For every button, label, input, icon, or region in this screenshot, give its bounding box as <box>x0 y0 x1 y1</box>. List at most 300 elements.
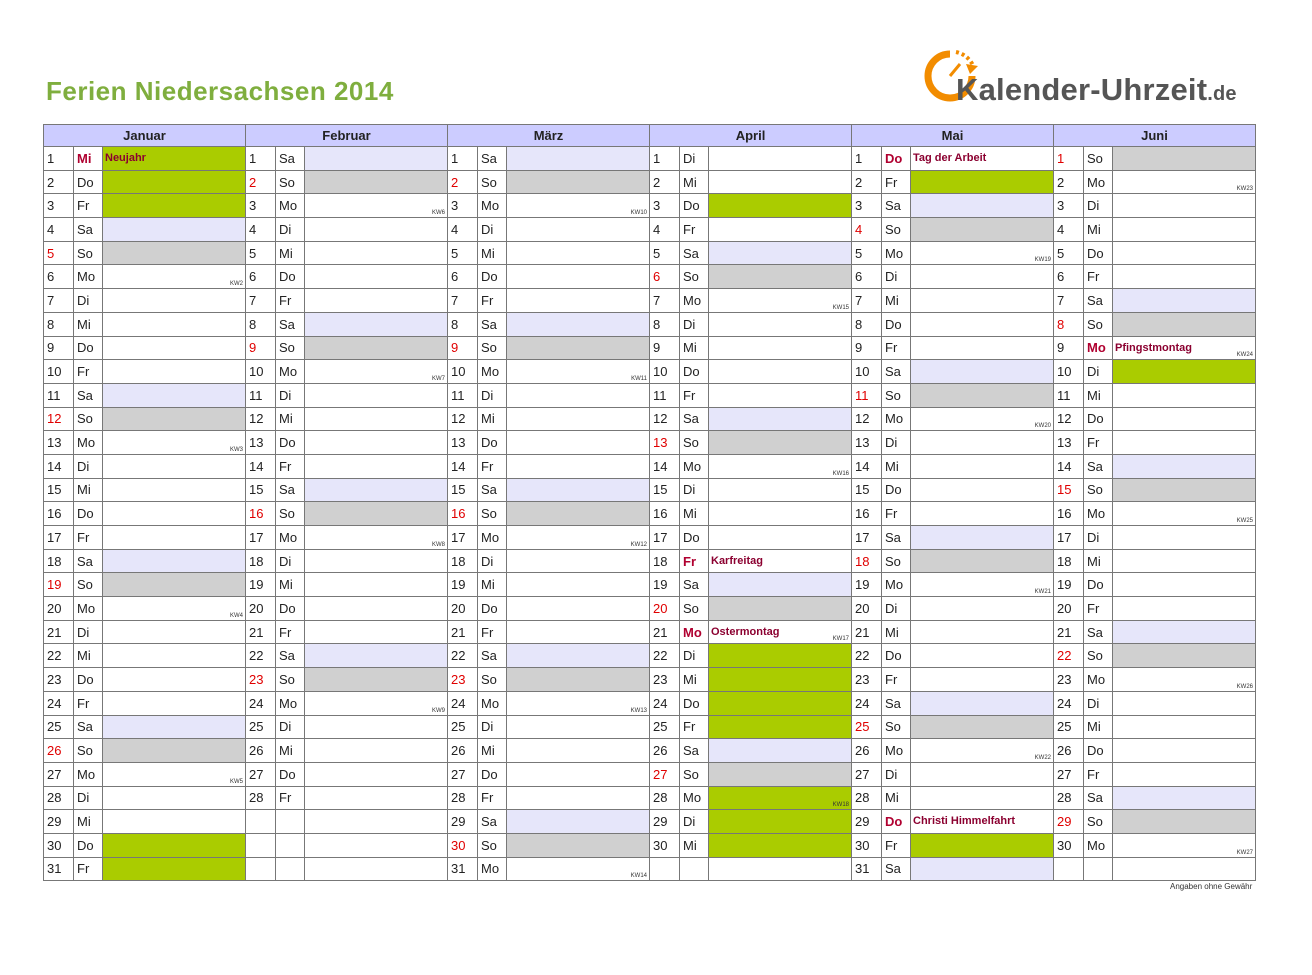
day-entry <box>911 668 1054 692</box>
day-entry <box>103 265 246 289</box>
day-number: 28 <box>852 786 882 810</box>
day-entry <box>103 241 246 265</box>
day-entry <box>1113 407 1256 431</box>
week-number: KW9 <box>431 707 445 714</box>
day-number: 29 <box>1054 810 1084 834</box>
day-entry <box>103 170 246 194</box>
calendar-row <box>44 170 1256 194</box>
day-entry <box>911 644 1054 668</box>
day-entry <box>911 241 1054 265</box>
weekday: Fr <box>1084 597 1113 621</box>
day-entry <box>507 336 650 360</box>
day-number: 9 <box>650 336 680 360</box>
day-entry <box>103 597 246 621</box>
weekday: Mi <box>478 739 507 763</box>
weekday: Fr <box>74 360 103 384</box>
day-number: 10 <box>852 360 882 384</box>
weekday: Fr <box>276 786 305 810</box>
weekday: Mo <box>1084 336 1113 360</box>
weekday: So <box>74 573 103 597</box>
day-number: 1 <box>448 147 478 171</box>
day-number: 3 <box>246 194 276 218</box>
day-number: 24 <box>44 691 74 715</box>
day-number: 1 <box>1054 147 1084 171</box>
day-entry <box>507 194 650 218</box>
day-number: 23 <box>44 668 74 692</box>
day-number: 10 <box>448 360 478 384</box>
day-entry <box>507 407 650 431</box>
day-number: 21 <box>44 620 74 644</box>
day-number: 13 <box>1054 431 1084 455</box>
weekday: So <box>1084 478 1113 502</box>
day-number: 22 <box>246 644 276 668</box>
day-number: 26 <box>448 739 478 763</box>
weekday: Di <box>478 218 507 242</box>
weekday: Do <box>276 597 305 621</box>
weekday: Mo <box>1084 668 1113 692</box>
day-number: 17 <box>650 526 680 550</box>
day-entry <box>911 833 1054 857</box>
day-number: 23 <box>1054 668 1084 692</box>
weekday: Do <box>680 360 709 384</box>
day-number: 7 <box>44 289 74 313</box>
day-entry <box>305 762 448 786</box>
day-number: 22 <box>852 644 882 668</box>
day-number: 14 <box>448 454 478 478</box>
day-number: 18 <box>448 549 478 573</box>
day-entry <box>305 360 448 384</box>
day-number: 1 <box>852 147 882 171</box>
calendar-row <box>44 502 1256 526</box>
day-number <box>1054 857 1084 881</box>
day-entry <box>1113 620 1256 644</box>
weekday: Di <box>1084 691 1113 715</box>
day-entry <box>709 147 852 171</box>
day-entry <box>507 857 650 881</box>
day-number: 8 <box>246 312 276 336</box>
day-number: 19 <box>44 573 74 597</box>
weekday: Mi <box>74 312 103 336</box>
weekday: Di <box>276 383 305 407</box>
day-entry <box>507 147 650 171</box>
weekday: Do <box>478 265 507 289</box>
day-entry <box>305 810 448 834</box>
day-number: 20 <box>44 597 74 621</box>
day-entry <box>911 691 1054 715</box>
weekday: Mi <box>1084 383 1113 407</box>
weekday: Sa <box>478 312 507 336</box>
day-number: 30 <box>1054 833 1084 857</box>
day-entry <box>103 431 246 455</box>
day-number: 19 <box>246 573 276 597</box>
day-number: 14 <box>650 454 680 478</box>
day-number: 2 <box>1054 170 1084 194</box>
day-number: 8 <box>448 312 478 336</box>
weekday: Sa <box>74 218 103 242</box>
calendar-row <box>44 383 1256 407</box>
day-entry <box>709 739 852 763</box>
day-entry <box>507 502 650 526</box>
weekday: Do <box>1084 573 1113 597</box>
day-number: 2 <box>246 170 276 194</box>
day-entry <box>103 502 246 526</box>
day-number: 2 <box>44 170 74 194</box>
day-number: 22 <box>1054 644 1084 668</box>
day-number: 23 <box>852 668 882 692</box>
day-number: 1 <box>246 147 276 171</box>
weekday: So <box>680 762 709 786</box>
day-entry <box>1113 360 1256 384</box>
day-number: 20 <box>650 597 680 621</box>
weekday: Di <box>276 549 305 573</box>
weekday: So <box>276 170 305 194</box>
day-number: 2 <box>448 170 478 194</box>
week-number: KW4 <box>229 612 243 619</box>
day-number: 25 <box>852 715 882 739</box>
day-number: 12 <box>852 407 882 431</box>
calendar-row <box>44 218 1256 242</box>
calendar-row <box>44 407 1256 431</box>
day-number: 3 <box>650 194 680 218</box>
weekday: Sa <box>882 360 911 384</box>
weekday: Sa <box>478 644 507 668</box>
week-number: KW17 <box>832 636 849 643</box>
day-entry <box>305 194 448 218</box>
calendar-row <box>44 810 1256 834</box>
day-entry <box>103 644 246 668</box>
day-entry <box>507 170 650 194</box>
weekday: Fr <box>882 502 911 526</box>
day-number: 31 <box>852 857 882 881</box>
day-entry <box>709 407 852 431</box>
day-number: 24 <box>246 691 276 715</box>
day-number: 26 <box>246 739 276 763</box>
day-entry <box>911 289 1054 313</box>
week-number: KW26 <box>1236 683 1253 690</box>
day-number: 16 <box>650 502 680 526</box>
day-number: 6 <box>852 265 882 289</box>
calendar-row <box>44 360 1256 384</box>
calendar-row <box>44 265 1256 289</box>
day-entry <box>1113 786 1256 810</box>
day-number: 6 <box>1054 265 1084 289</box>
day-entry <box>709 383 852 407</box>
week-number: KW7 <box>431 375 445 382</box>
day-number: 27 <box>852 762 882 786</box>
holiday-name: Tag der Arbeit <box>913 152 987 164</box>
weekday: Di <box>276 218 305 242</box>
day-entry <box>709 265 852 289</box>
month-header: Mai <box>852 125 1054 147</box>
day-entry <box>103 739 246 763</box>
weekday: Fr <box>882 833 911 857</box>
weekday: Mi <box>882 786 911 810</box>
calendar-row <box>44 597 1256 621</box>
weekday: Mo <box>276 194 305 218</box>
day-entry <box>709 289 852 313</box>
day-number <box>246 857 276 881</box>
weekday: Do <box>478 762 507 786</box>
day-number: 29 <box>650 810 680 834</box>
day-entry <box>103 833 246 857</box>
weekday: Mo <box>680 289 709 313</box>
weekday: So <box>882 383 911 407</box>
weekday: Di <box>74 620 103 644</box>
day-number: 27 <box>448 762 478 786</box>
day-entry <box>1113 170 1256 194</box>
day-entry <box>709 170 852 194</box>
weekday: Mo <box>478 526 507 550</box>
calendar-row <box>44 833 1256 857</box>
day-entry <box>1113 218 1256 242</box>
day-entry <box>305 573 448 597</box>
day-entry <box>1113 715 1256 739</box>
day-number: 15 <box>448 478 478 502</box>
week-number: KW5 <box>229 778 243 785</box>
weekday: Fr <box>1084 431 1113 455</box>
day-number: 14 <box>246 454 276 478</box>
day-entry <box>911 715 1054 739</box>
month-header: Januar <box>44 125 246 147</box>
day-entry <box>911 857 1054 881</box>
day-entry <box>507 597 650 621</box>
day-entry <box>709 431 852 455</box>
week-number: KW19 <box>1034 257 1051 264</box>
day-entry <box>305 620 448 644</box>
weekday: Sa <box>1084 289 1113 313</box>
disclaimer: Angaben ohne Gewähr <box>1170 882 1253 891</box>
day-entry <box>305 502 448 526</box>
week-number: KW3 <box>229 446 243 453</box>
day-entry <box>305 786 448 810</box>
day-number: 26 <box>1054 739 1084 763</box>
weekday: Do <box>1084 241 1113 265</box>
weekday: Mo <box>276 360 305 384</box>
day-entry <box>507 573 650 597</box>
calendar-row <box>44 549 1256 573</box>
day-entry <box>1113 265 1256 289</box>
day-number: 5 <box>650 241 680 265</box>
day-number: 5 <box>448 241 478 265</box>
day-number: 3 <box>448 194 478 218</box>
weekday: Sa <box>276 312 305 336</box>
day-entry <box>911 597 1054 621</box>
day-number: 5 <box>1054 241 1084 265</box>
holiday-name: Neujahr <box>105 152 146 164</box>
day-entry <box>911 170 1054 194</box>
weekday: Mo <box>680 620 709 644</box>
day-entry <box>709 241 852 265</box>
week-number: KW18 <box>832 802 849 809</box>
day-number: 15 <box>852 478 882 502</box>
day-number: 3 <box>44 194 74 218</box>
week-number: KW27 <box>1236 849 1253 856</box>
weekday <box>276 857 305 881</box>
day-entry <box>103 336 246 360</box>
day-number: 10 <box>1054 360 1084 384</box>
calendar-row <box>44 857 1256 881</box>
day-entry <box>709 668 852 692</box>
day-entry <box>911 502 1054 526</box>
day-entry <box>709 478 852 502</box>
day-entry <box>103 312 246 336</box>
day-entry <box>103 691 246 715</box>
calendar-table <box>43 124 1256 881</box>
day-entry <box>103 857 246 881</box>
day-number: 10 <box>246 360 276 384</box>
weekday: Do <box>74 502 103 526</box>
weekday: Mi <box>276 573 305 597</box>
weekday: So <box>478 170 507 194</box>
month-header: April <box>650 125 852 147</box>
weekday: Do <box>74 668 103 692</box>
day-entry <box>911 739 1054 763</box>
day-number: 25 <box>246 715 276 739</box>
weekday: Mi <box>882 289 911 313</box>
weekday: Fr <box>882 336 911 360</box>
weekday: Mo <box>276 526 305 550</box>
day-number: 22 <box>448 644 478 668</box>
weekday: Mo <box>680 786 709 810</box>
weekday: Do <box>1084 739 1113 763</box>
day-entry <box>103 573 246 597</box>
calendar-row <box>44 194 1256 218</box>
day-number: 17 <box>246 526 276 550</box>
week-number: KW20 <box>1034 423 1051 430</box>
day-number: 18 <box>852 549 882 573</box>
day-entry <box>305 431 448 455</box>
day-entry <box>507 786 650 810</box>
day-number: 20 <box>1054 597 1084 621</box>
day-entry <box>305 739 448 763</box>
weekday: So <box>478 833 507 857</box>
day-number: 30 <box>448 833 478 857</box>
day-entry <box>1113 502 1256 526</box>
logo[interactable] <box>920 44 1250 114</box>
weekday <box>276 833 305 857</box>
weekday: Fr <box>74 691 103 715</box>
week-number: KW25 <box>1236 518 1253 524</box>
weekday: Di <box>478 383 507 407</box>
day-number: 5 <box>852 241 882 265</box>
day-entry <box>507 431 650 455</box>
weekday: So <box>478 668 507 692</box>
weekday: Mo <box>276 691 305 715</box>
day-entry <box>103 786 246 810</box>
weekday: Sa <box>74 715 103 739</box>
logo-text <box>956 72 1237 108</box>
day-number: 15 <box>650 478 680 502</box>
weekday: Do <box>276 265 305 289</box>
weekday: Mi <box>1084 549 1113 573</box>
day-number: 19 <box>448 573 478 597</box>
day-number: 25 <box>44 715 74 739</box>
day-entry <box>911 549 1054 573</box>
day-number: 26 <box>44 739 74 763</box>
day-number: 8 <box>44 312 74 336</box>
weekday: Sa <box>680 241 709 265</box>
day-entry <box>507 691 650 715</box>
week-number: KW8 <box>431 541 445 548</box>
week-number: KW11 <box>631 375 647 382</box>
day-entry <box>507 620 650 644</box>
month-header-row <box>44 125 1256 147</box>
day-entry <box>103 715 246 739</box>
weekday: Do <box>680 691 709 715</box>
day-entry <box>1113 762 1256 786</box>
day-entry <box>709 218 852 242</box>
week-number: KW23 <box>1236 186 1253 193</box>
week-number: KW16 <box>832 470 849 477</box>
day-entry <box>103 289 246 313</box>
day-entry <box>103 383 246 407</box>
day-number: 20 <box>246 597 276 621</box>
day-number: 15 <box>246 478 276 502</box>
day-entry <box>103 620 246 644</box>
weekday: So <box>74 739 103 763</box>
day-number: 22 <box>650 644 680 668</box>
day-number: 30 <box>650 833 680 857</box>
day-number: 19 <box>1054 573 1084 597</box>
weekday: Mi <box>74 644 103 668</box>
weekday: Fr <box>74 194 103 218</box>
weekday: Mo <box>1084 170 1113 194</box>
day-number: 11 <box>852 383 882 407</box>
day-entry <box>1113 526 1256 550</box>
day-number: 15 <box>44 478 74 502</box>
weekday: Fr <box>74 526 103 550</box>
weekday: Sa <box>74 383 103 407</box>
day-entry <box>709 597 852 621</box>
day-entry <box>103 194 246 218</box>
weekday: So <box>74 407 103 431</box>
day-entry <box>709 336 852 360</box>
day-number: 24 <box>448 691 478 715</box>
weekday: Mo <box>478 194 507 218</box>
day-number: 12 <box>246 407 276 431</box>
day-entry <box>911 360 1054 384</box>
week-number: KW22 <box>1034 754 1051 761</box>
day-entry <box>1113 833 1256 857</box>
weekday: Do <box>1084 407 1113 431</box>
weekday: Di <box>276 715 305 739</box>
weekday: Mo <box>478 360 507 384</box>
weekday: Mi <box>680 336 709 360</box>
weekday: Di <box>882 431 911 455</box>
day-entry <box>305 644 448 668</box>
weekday: Do <box>74 170 103 194</box>
weekday: So <box>74 241 103 265</box>
day-entry <box>1113 289 1256 313</box>
weekday: Mo <box>882 407 911 431</box>
weekday: Mi <box>74 478 103 502</box>
day-entry <box>507 715 650 739</box>
weekday: Di <box>1084 526 1113 550</box>
weekday: Mo <box>882 573 911 597</box>
week-number: KW21 <box>1034 589 1051 596</box>
day-number: 26 <box>650 739 680 763</box>
day-entry <box>1113 454 1256 478</box>
day-entry <box>305 265 448 289</box>
day-entry <box>1113 549 1256 573</box>
day-number: 12 <box>1054 407 1084 431</box>
day-entry <box>911 147 1054 171</box>
day-entry <box>911 407 1054 431</box>
day-entry <box>305 312 448 336</box>
weekday: So <box>882 218 911 242</box>
weekday: Sa <box>478 810 507 834</box>
day-number: 16 <box>1054 502 1084 526</box>
